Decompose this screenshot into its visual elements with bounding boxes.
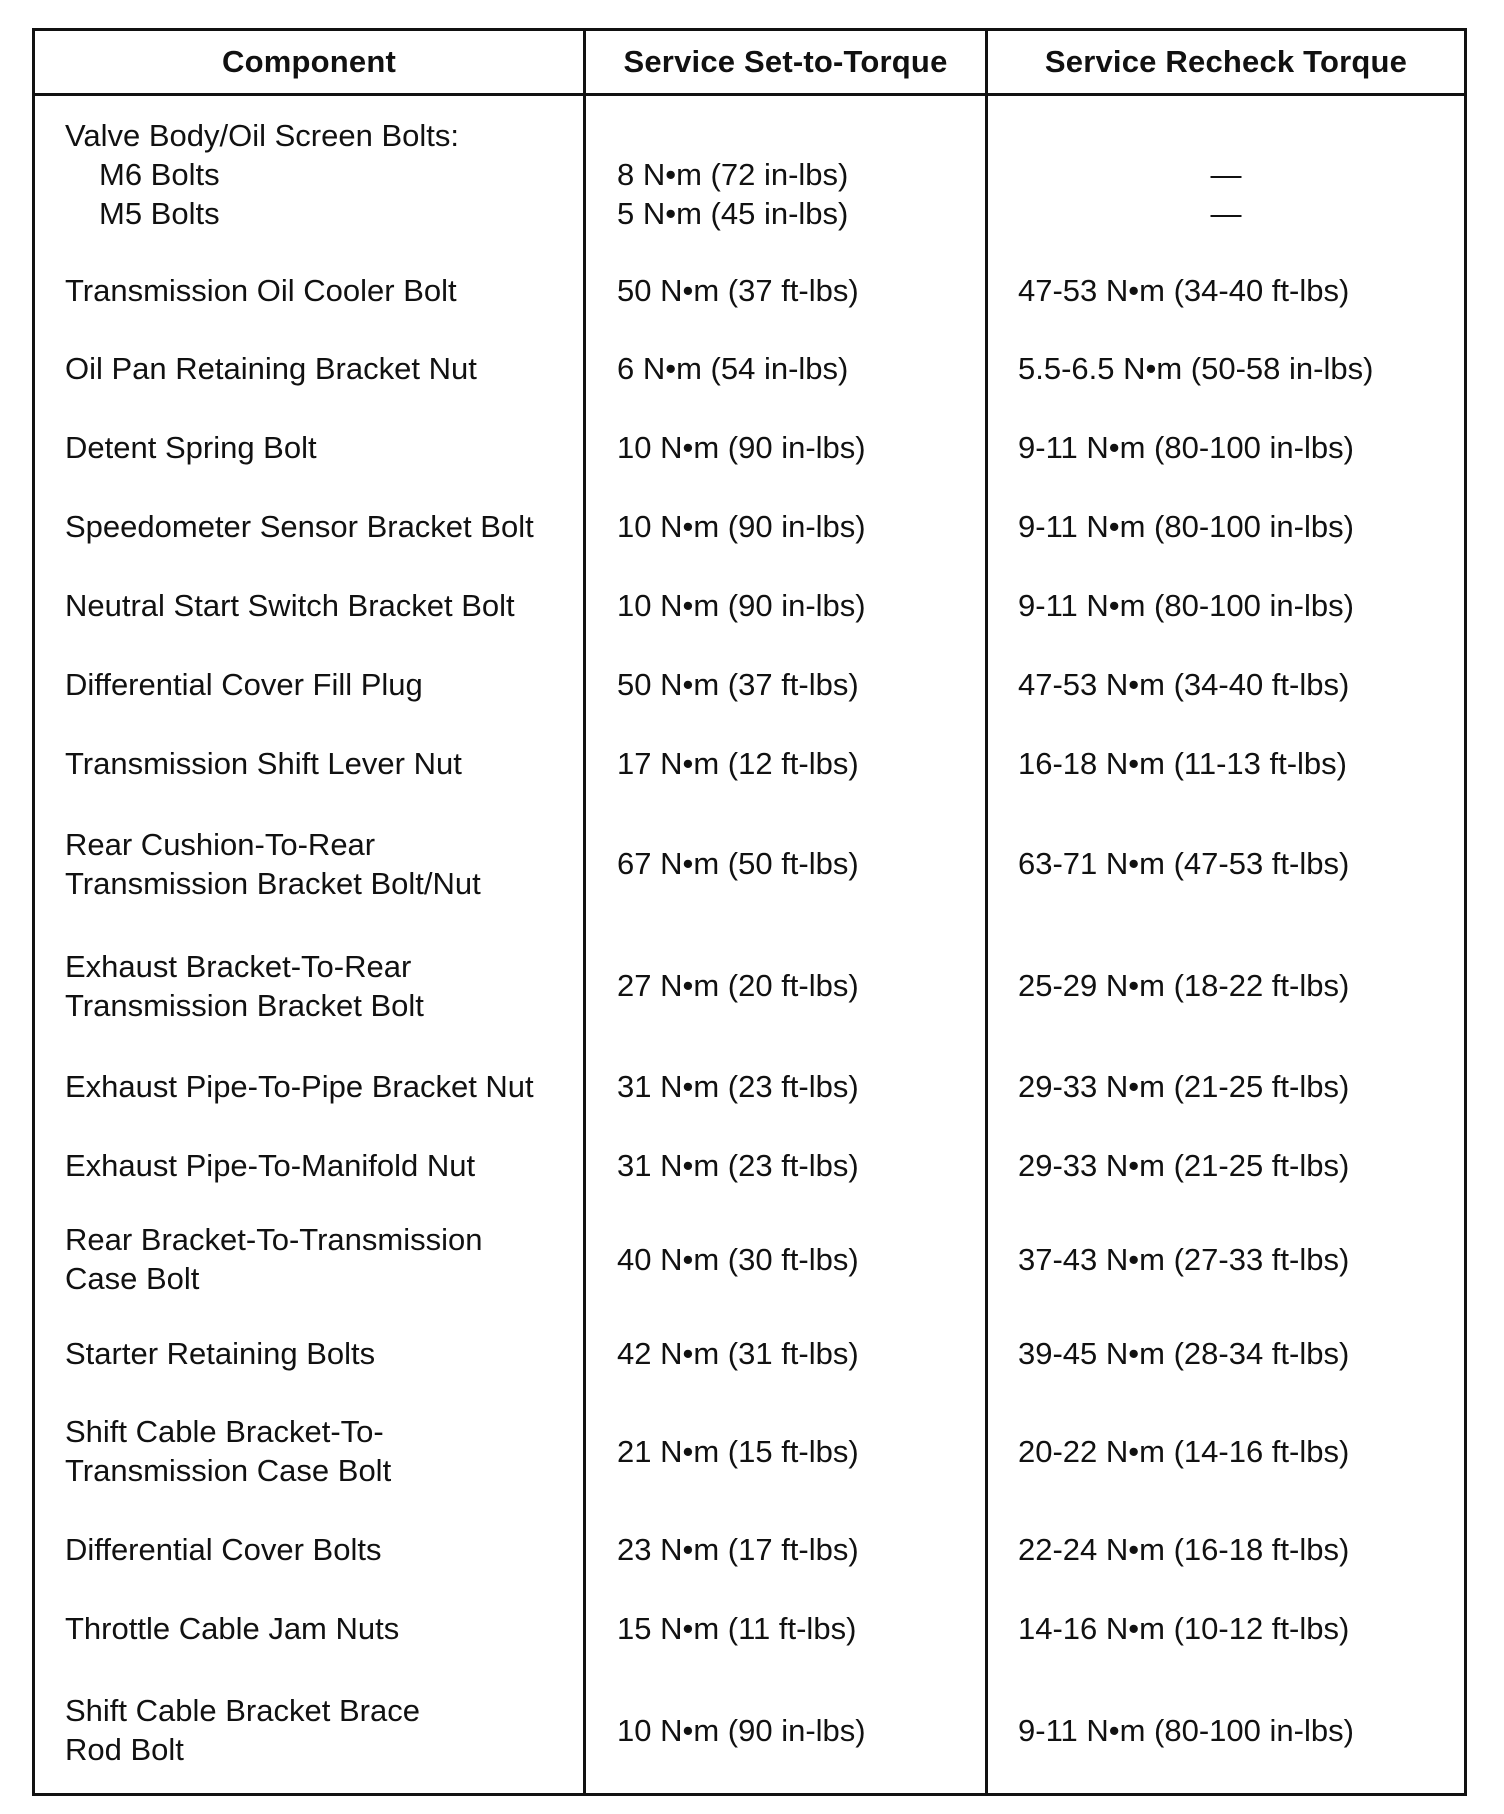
table-body [34,95,1466,1795]
component-cell [34,329,585,408]
m6-recheck-torque: — [1210,156,1242,192]
m5-bolts-label: M5 Bolts [99,195,220,231]
component-name-line2: Transmission Case Bolt [65,1453,392,1488]
component-cell [34,803,585,925]
set-torque-cell: 23 N•m (17 ft-lbs) [585,1510,987,1589]
component-name: Exhaust Pipe-To-Manifold Nut [65,1147,476,1183]
table-row [34,487,1466,566]
component-cell [34,925,585,1047]
component-name: Rear Cushion-To-Rear [65,826,376,862]
component-name: Speedometer Sensor Bracket Bolt [65,508,534,544]
recheck-torque-cell: 37-43 N•m (27-33 ft-lbs) [987,1205,1466,1314]
table-row [34,925,1466,1047]
component-cell [34,1205,585,1314]
component-cell [34,1393,585,1510]
recheck-torque-cell: 47-53 N•m (34-40 ft-lbs) [987,253,1466,329]
table-row [34,1047,1466,1126]
component-name-line2: Transmission Bracket Bolt/Nut [65,865,481,901]
table-row [34,1205,1466,1314]
table-row [34,724,1466,803]
component-name-line2: Case Bolt [65,1261,200,1296]
m5-recheck-torque: — [1210,195,1242,231]
table-row [34,1393,1466,1510]
table-row [34,1126,1466,1205]
table-row [34,329,1466,408]
recheck-torque-cell: 25-29 N•m (18-22 ft-lbs) [987,925,1466,1047]
recheck-torque-cell: 63-71 N•m (47-53 ft-lbs) [987,803,1466,925]
table-row [34,803,1466,925]
set-torque-cell: 10 N•m (90 in-lbs) [585,408,987,487]
component-name: Neutral Start Switch Bracket Bolt [65,587,515,623]
component-name: Throttle Cable Jam Nuts [65,1610,400,1646]
set-torque-cell: 21 N•m (15 ft-lbs) [585,1393,987,1510]
recheck-torque-cell: 29-33 N•m (21-25 ft-lbs) [987,1126,1466,1205]
component-name: Shift Cable Bracket Brace [65,1693,420,1729]
component-name: Exhaust Bracket-To-Rear [65,948,412,984]
set-torque-cell: 50 N•m (37 ft-lbs) [585,645,987,724]
valve-body-title: Valve Body/Oil Screen Bolts: [65,117,459,153]
component-name: Transmission Oil Cooler Bolt [65,273,457,308]
table-row [34,408,1466,487]
recheck-torque-cell: 9-11 N•m (80-100 in-lbs) [987,1668,1466,1795]
header-component: Component [34,30,585,95]
m6-set-torque: 8 N•m (72 in-lbs) [617,156,849,192]
component-cell [34,1510,585,1589]
m5-set-torque: 5 N•m (45 in-lbs) [617,195,849,231]
component-name: Rear Bracket-To-Transmission [65,1222,483,1257]
set-torque-cell: 10 N•m (90 in-lbs) [585,1668,987,1795]
component-cell [34,1047,585,1126]
component-name-line2: Rod Bolt [65,1732,184,1768]
set-torque-cell: 31 N•m (23 ft-lbs) [585,1047,987,1126]
component-name: Exhaust Pipe-To-Pipe Bracket Nut [65,1068,534,1104]
table-row [34,1589,1466,1668]
recheck-torque-cell: 5.5-6.5 N•m (50-58 in-lbs) [987,329,1466,408]
set-torque-cell: 6 N•m (54 in-lbs) [585,329,987,408]
component-name: Oil Pan Retaining Bracket Nut [65,350,477,386]
table-row [34,1668,1466,1795]
recheck-torque-cell: 14-16 N•m (10-12 ft-lbs) [987,1589,1466,1668]
table-row [34,645,1466,724]
component-name: Shift Cable Bracket-To- [65,1414,384,1449]
set-torque-cell: 10 N•m (90 in-lbs) [585,566,987,645]
recheck-torque-cell [987,95,1466,253]
header-row [34,30,1466,95]
table-row [34,95,1466,253]
set-torque-cell: 31 N•m (23 ft-lbs) [585,1126,987,1205]
recheck-torque-cell: 16-18 N•m (11-13 ft-lbs) [987,724,1466,803]
recheck-torque-cell: 20-22 N•m (14-16 ft-lbs) [987,1393,1466,1510]
table-row [34,1510,1466,1589]
set-torque-cell: 42 N•m (31 ft-lbs) [585,1314,987,1393]
component-cell [34,566,585,645]
recheck-torque-cell: 9-11 N•m (80-100 in-lbs) [987,487,1466,566]
component-cell [34,95,585,253]
set-torque-cell [585,95,987,253]
set-torque-cell: 50 N•m (37 ft-lbs) [585,253,987,329]
table-row [34,566,1466,645]
table-row [34,253,1466,329]
component-cell [34,724,585,803]
set-torque-cell: 67 N•m (50 ft-lbs) [585,803,987,925]
component-name: Differential Cover Fill Plug [65,666,423,702]
component-cell [34,1126,585,1205]
component-cell [34,408,585,487]
recheck-torque-cell: 9-11 N•m (80-100 in-lbs) [987,566,1466,645]
set-torque-cell: 27 N•m (20 ft-lbs) [585,925,987,1047]
header-recheck-torque: Service Recheck Torque [987,30,1466,95]
m6-bolts-label: M6 Bolts [99,156,220,192]
recheck-torque-cell: 39-45 N•m (28-34 ft-lbs) [987,1314,1466,1393]
component-name: Differential Cover Bolts [65,1531,382,1567]
set-torque-cell: 15 N•m (11 ft-lbs) [585,1589,987,1668]
set-torque-cell: 10 N•m (90 in-lbs) [585,487,987,566]
recheck-torque-cell: 47-53 N•m (34-40 ft-lbs) [987,645,1466,724]
component-cell [34,1314,585,1393]
set-torque-cell: 17 N•m (12 ft-lbs) [585,724,987,803]
component-cell [34,487,585,566]
component-cell [34,645,585,724]
recheck-torque-cell: 9-11 N•m (80-100 in-lbs) [987,408,1466,487]
component-cell [34,1668,585,1795]
recheck-torque-cell: 29-33 N•m (21-25 ft-lbs) [987,1047,1466,1126]
component-cell [34,253,585,329]
table-row [34,1314,1466,1393]
set-torque-cell: 40 N•m (30 ft-lbs) [585,1205,987,1314]
component-cell [34,1589,585,1668]
header-set-torque: Service Set-to-Torque [585,30,987,95]
component-name: Transmission Shift Lever Nut [65,745,462,781]
torque-spec-table [32,28,1467,1796]
component-name: Starter Retaining Bolts [65,1335,376,1371]
recheck-torque-cell: 22-24 N•m (16-18 ft-lbs) [987,1510,1466,1589]
component-name: Detent Spring Bolt [65,429,317,465]
component-name-line2: Transmission Bracket Bolt [65,987,424,1023]
